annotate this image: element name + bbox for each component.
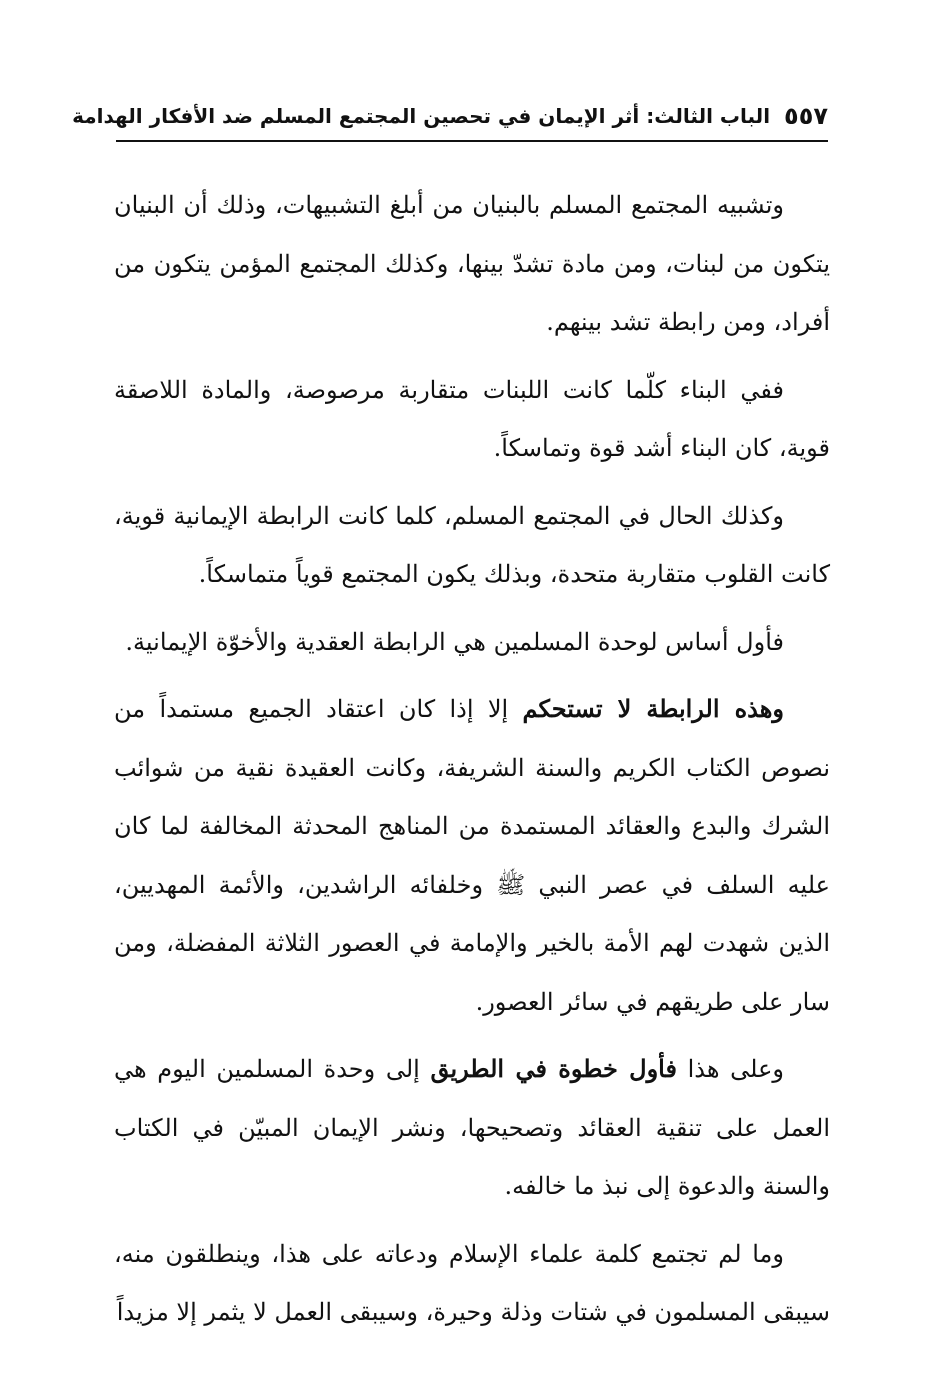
- paragraph-6-lead: وعلى هذا: [676, 1055, 784, 1083]
- chapter-title: الباب الثالث: أثر الإيمان في تحصين المجتمع المسلم ضد الأفكار الهدامة: [72, 104, 771, 128]
- body-text: [114, 176, 830, 1342]
- running-header: [72, 92, 828, 142]
- paragraph-7: وما لم تجتمع كلمة علماء الإسلام ودعاته على هذا، وينطلقون منه، سيبقى المسلمون في شتات وذلة وحيرة، وسيبقى العمل لا يثمر إلا مزيداً: [114, 1239, 830, 1326]
- page-number: ٥٥٧: [784, 102, 828, 130]
- paragraph-1: وتشبيه المجتمع المسلم بالبنيان من أبلغ التشبيهات، وذلك أن البنيان يتكون من لبنات، ومن مادة تشدّ بينها، وكذلك المجتمع المؤمن يتكون من أفراد، ومن رابطة تشد بينهم.: [114, 191, 830, 336]
- paragraph-4: فأول أساس لوحدة المسلمين هي الرابطة العقدية والأخوّة الإيمانية.: [125, 627, 784, 656]
- paragraph-6-text: إلى وحدة المسلمين اليوم هي العمل على تنقية العقائد وتصحيحها، ونشر الإيمان المبيّن في الكتاب والسنة والدعوة إلى نبذ ما خالفه.: [114, 1055, 830, 1200]
- paragraph-2: ففي البناء كلّما كانت اللبنات متقاربة مرصوصة، والمادة اللاصقة قوية، كان البناء أشد قوة وتماسكاً.: [114, 375, 830, 462]
- paragraph-6: [114, 1040, 830, 1216]
- paragraph-3: وكذلك الحال في المجتمع المسلم، كلما كانت الرابطة الإيمانية قوية، كانت القلوب متقاربة متحدة، وبذلك يكون المجتمع قوياً متماسكاً.: [114, 501, 830, 588]
- paragraph-5: [114, 680, 830, 1031]
- bold-phrase: وهذه الرابطة لا تستحكم: [522, 694, 784, 723]
- bold-phrase: فأول خطوة في الطريق: [430, 1054, 677, 1083]
- paragraph-5-text: إلا إذا كان اعتقاد الجميع مستمداً من نصوص الكتاب الكريم والسنة الشريفة، وكانت العقيدة نقية من شوائب الشرك والبدع والعقائد المستمدة من المناهج المحدثة المخالفة لما كان عليه السلف في عصر النبي ﷺ وخلفائه الراشدين، والأئمة المهديين، الذين شهدت لهم الأمة بالخير والإمامة في العصور الثلاثة المفضلة، ومن سار على طريقهم في سائر العصور.: [114, 695, 830, 1016]
